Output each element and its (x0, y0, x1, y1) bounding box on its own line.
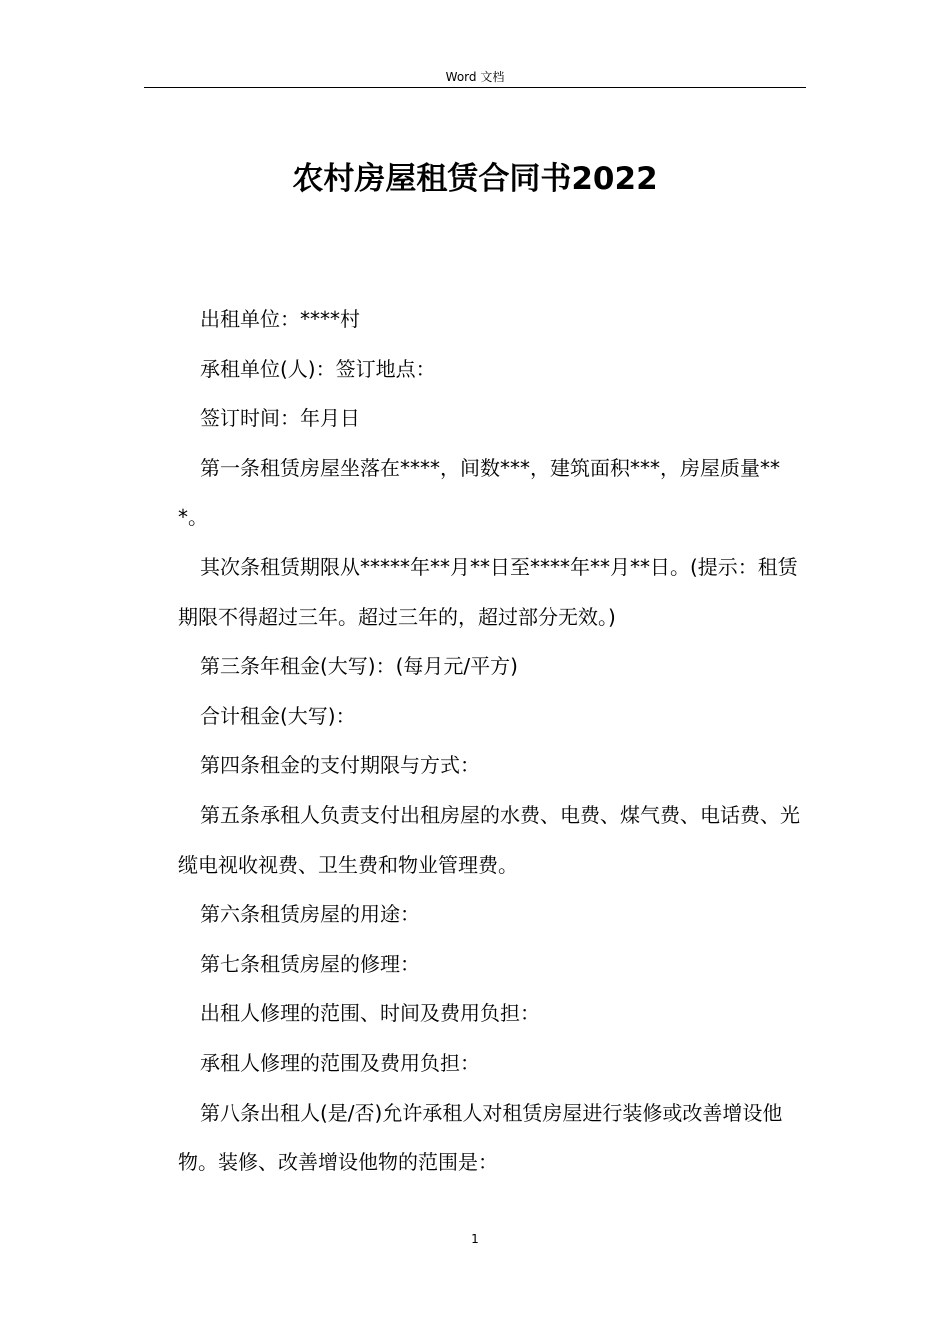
paragraph: 其次条租赁期限从*****年**月**日至****年**月**日。(提示：租赁期限不得超过三年。超过三年的，超过部分无效。) (178, 554, 798, 629)
paragraph: 出租单位：****村 (200, 307, 360, 331)
paragraph: 承租人修理的范围及费用负担： (200, 1050, 480, 1075)
paragraph: 第一条租赁房屋坐落在****，间数***，建筑面积***，房屋质量***。 (178, 455, 780, 530)
paragraph: 第三条年租金(大写)：(每月元/平方) (200, 654, 518, 679)
paragraph: 合计租金(大写)： (200, 703, 356, 728)
paragraph: 签订时间：年月日 (200, 406, 360, 431)
document-body (178, 295, 806, 1188)
header-divider (144, 87, 806, 88)
paragraph: 第八条出租人(是/否)允许承租人对租赁房屋进行装修或改善增设他物。装修、改善增设他物的范围是： (178, 1100, 783, 1175)
paragraph: 第六条租赁房屋的用途： (200, 902, 420, 927)
paragraph: 承租单位(人)：签订地点： (200, 356, 436, 381)
paragraph: 出租人修理的范围、时间及费用负担： (200, 1001, 540, 1026)
paragraph: 第四条租金的支付期限与方式： (200, 753, 480, 778)
document-title: 农村房屋租赁合同书2022 (292, 161, 658, 197)
paragraph: 第五条承租人负责支付出租房屋的水费、电费、煤气费、电话费、光缆电视收视费、卫生费和物业管理费。 (178, 802, 800, 877)
page-header: Word 文档 (445, 70, 505, 84)
page-number: 1 (471, 1232, 479, 1246)
paragraph: 第七条租赁房屋的修理： (200, 951, 420, 976)
